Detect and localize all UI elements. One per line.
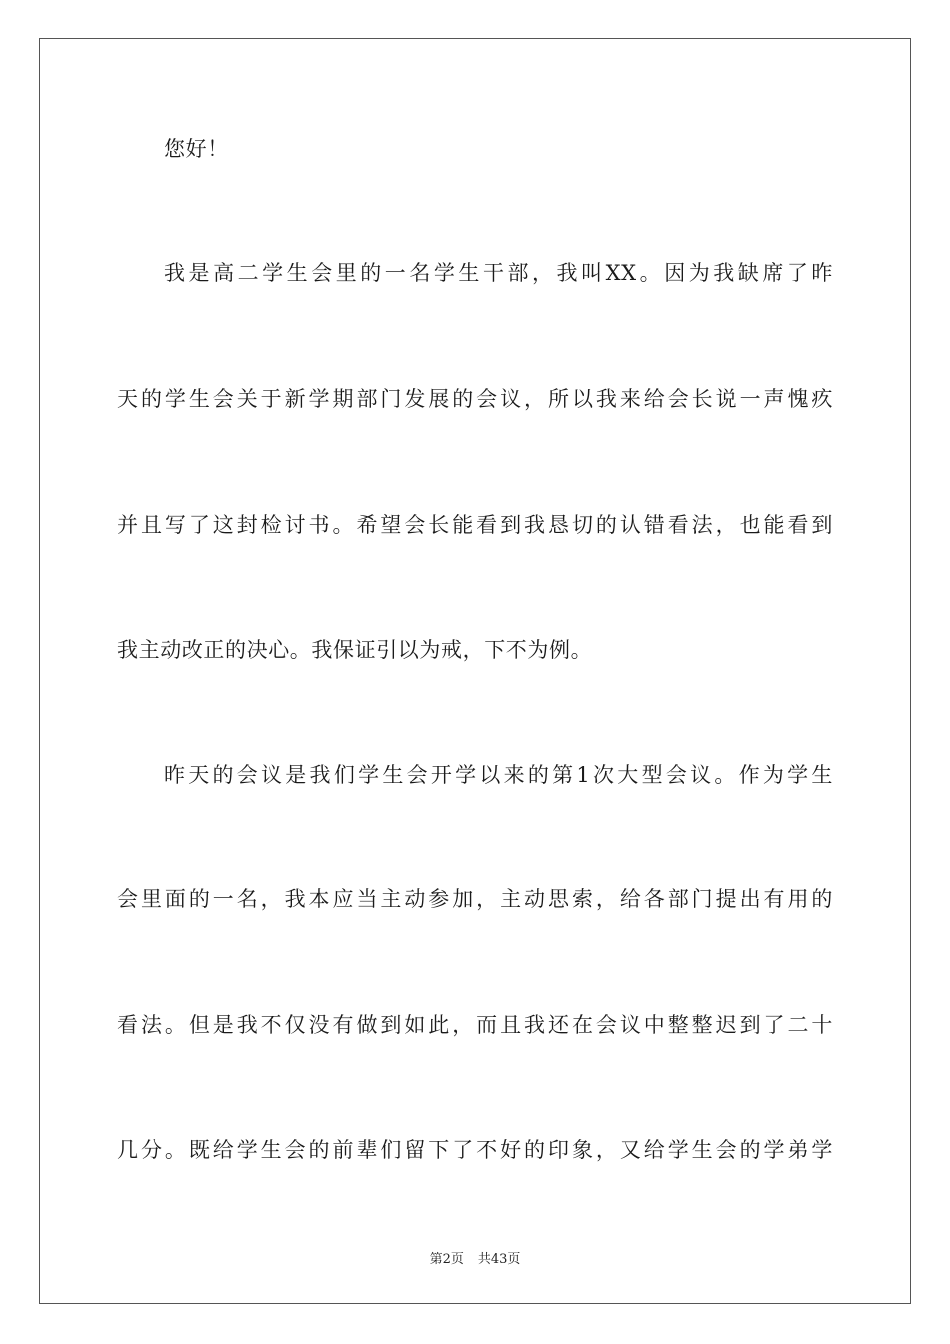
greeting-line: 您好！	[164, 137, 229, 161]
paragraph-line: 会里面的一名，我本应当主动参加，主动思索，给各部门提出有用的	[117, 887, 833, 911]
page-number-total: 共43页	[477, 1252, 521, 1267]
paragraph-line: 我是高二学生会里的一名学生干部，我叫XX。因为我缺席了昨	[164, 261, 833, 285]
page-footer	[0, 1248, 950, 1267]
paragraph-line: 看法。但是我不仅没有做到如此，而且我还在会议中整整迟到了二十	[117, 1013, 833, 1037]
paragraph-line: 天的学生会关于新学期部门发展的会议，所以我来给会长说一声愧疚	[117, 387, 833, 411]
page-border	[39, 38, 911, 1304]
paragraph-line: 并且写了这封检讨书。希望会长能看到我恳切的认错看法，也能看到	[117, 513, 833, 537]
paragraph-line: 昨天的会议是我们学生会开学以来的第1次大型会议。作为学生	[164, 763, 833, 787]
paragraph-line: 几分。既给学生会的前辈们留下了不好的印象，又给学生会的学弟学	[117, 1138, 833, 1162]
page-number-current: 第2页	[429, 1252, 464, 1267]
paragraph-line: 我主动改正的决心。我保证引以为戒，下不为例。	[117, 638, 593, 662]
